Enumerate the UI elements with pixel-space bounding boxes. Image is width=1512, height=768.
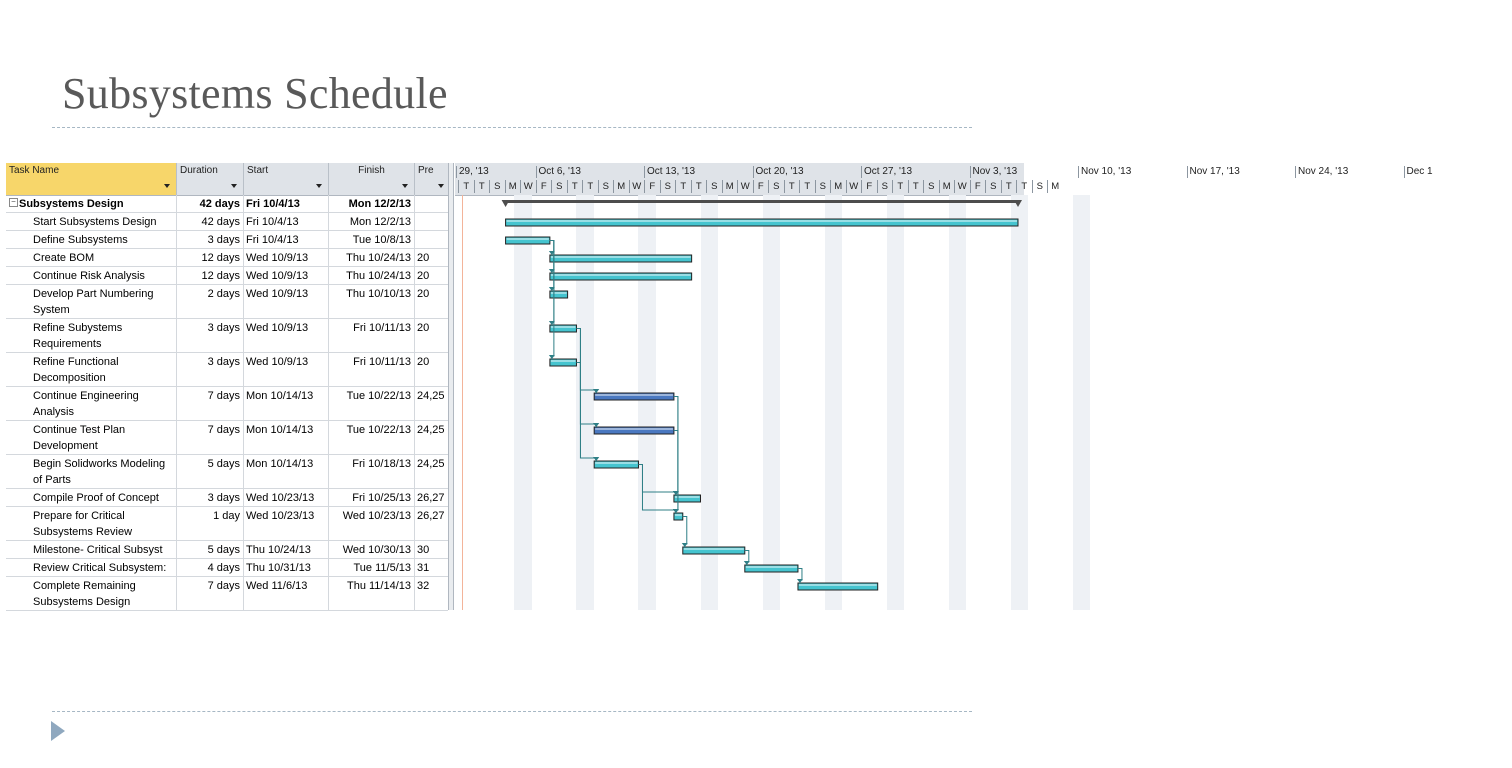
timescale-week-label: Nov 10, '13 [1078, 166, 1187, 178]
task-bar-highlight [675, 496, 700, 498]
task-name-cell[interactable]: Create BOM [6, 249, 177, 266]
table-row[interactable] [6, 455, 448, 489]
task-start-cell[interactable]: Fri 10/4/13 [244, 213, 329, 230]
task-bar-highlight [551, 292, 567, 294]
timescale-day-label: S [1032, 180, 1048, 193]
task-name-cell[interactable]: Refine Subystems Requirements [6, 319, 177, 352]
task-bar-highlight [595, 394, 673, 396]
arrow-down-icon [797, 579, 803, 583]
task-finish-cell[interactable]: Thu 10/10/13 [329, 285, 415, 318]
task-bar-highlight [551, 360, 576, 362]
task-start-cell[interactable]: Mon 10/14/13 [244, 455, 329, 488]
collapse-icon[interactable]: − [9, 198, 18, 207]
task-pred-cell[interactable]: 20 [417, 356, 430, 368]
task-finish-cell[interactable]: Thu 11/14/13 [329, 577, 415, 610]
task-name-header-label: Task Name [9, 165, 60, 176]
task-finish-cell[interactable]: Fri 10/11/13 [329, 319, 415, 352]
task-pred-cell[interactable]: 24,25 [417, 458, 445, 470]
task-start-cell[interactable]: Mon 10/14/13 [244, 387, 329, 420]
task-pred-cell[interactable]: 31 [417, 562, 430, 574]
task-name-cell[interactable]: Review Critical Subsystem: [6, 559, 177, 576]
task-pred-cell[interactable]: 26,27 [417, 492, 445, 504]
task-name-cell[interactable]: Prepare for Critical Subsystems Review [6, 507, 177, 540]
task-pred-cell[interactable] [415, 231, 448, 248]
task-pred-cell[interactable] [415, 213, 448, 230]
finish-header-label: Finish [358, 165, 385, 176]
predecessors-header[interactable] [415, 163, 448, 195]
dependency-link [576, 329, 596, 462]
task-bar-highlight [551, 256, 691, 258]
task-name-cell[interactable]: Continue Risk Analysis [6, 267, 177, 284]
timescale-day-label: T [474, 180, 490, 193]
timescale-day-label: S [489, 180, 505, 193]
duration-header-label: Duration [180, 165, 218, 176]
task-start-cell[interactable]: Fri 10/4/13 [244, 195, 329, 212]
timescale-day-label: S [768, 180, 784, 193]
task-bar-highlight [595, 462, 637, 464]
start-header[interactable] [244, 163, 329, 195]
slide-title: Subsystems Schedule [62, 69, 448, 118]
dependency-link [576, 363, 596, 428]
timescale-day-label: T [784, 180, 800, 193]
task-finish-cell[interactable]: Tue 11/5/13 [329, 559, 415, 576]
task-start-cell[interactable]: Thu 10/24/13 [244, 541, 329, 558]
table-header [6, 163, 448, 196]
task-table [6, 163, 448, 610]
task-duration-cell[interactable]: 12 days [177, 267, 244, 284]
dependency-link [674, 397, 678, 496]
task-pred-cell[interactable]: 24,25 [417, 390, 445, 402]
footer-divider [52, 711, 972, 712]
task-start-cell[interactable]: Wed 10/9/13 [244, 249, 329, 266]
task-bar-highlight [595, 428, 673, 430]
timescale-day-label: F [861, 180, 877, 193]
timescale-day-label: S [923, 180, 939, 193]
finish-header[interactable] [329, 163, 415, 195]
table-row[interactable] [6, 507, 448, 541]
table-row[interactable] [6, 267, 448, 285]
task-name-cell[interactable]: Complete Remaining Subsystems Design [6, 577, 177, 610]
dependency-link [576, 363, 596, 462]
task-finish-cell[interactable]: Mon 12/2/13 [329, 213, 415, 230]
dependency-link [683, 517, 687, 548]
weekend-band [1073, 195, 1091, 610]
arrow-down-icon [593, 457, 599, 461]
task-name-header[interactable] [6, 163, 177, 195]
chevron-down-icon[interactable] [316, 184, 322, 188]
arrow-down-icon [744, 561, 750, 565]
timescale-day-label: S [815, 180, 831, 193]
task-duration-cell[interactable]: 3 days [177, 353, 244, 386]
dependency-link [674, 431, 678, 496]
task-duration-cell[interactable]: 1 day [177, 507, 244, 540]
timescale-day-label: F [970, 180, 986, 193]
task-start-cell[interactable]: Wed 10/9/13 [244, 319, 329, 352]
task-start-cell[interactable]: Wed 10/23/13 [244, 507, 329, 540]
timescale-day-label: S [985, 180, 1001, 193]
timescale-day-label: T [908, 180, 924, 193]
timescale-day-label: W [737, 180, 753, 193]
timescale-week-label: Nov 24, '13 [1295, 166, 1404, 178]
table-row[interactable] [6, 387, 448, 421]
task-name-cell[interactable]: Develop Part Numbering System [6, 285, 177, 318]
table-row[interactable] [6, 489, 448, 507]
table-row[interactable] [6, 353, 448, 387]
task-bar-highlight [684, 548, 744, 550]
gantt-chart [455, 163, 1433, 610]
dependency-link [638, 465, 675, 514]
dependency-link [576, 363, 596, 394]
timescale-day-label: T [567, 180, 583, 193]
timescale-day-label: W [629, 180, 645, 193]
timescale-day-label: T [1001, 180, 1017, 193]
task-pred-cell[interactable]: 26,27 [417, 510, 445, 522]
task-start-cell[interactable]: Wed 10/9/13 [244, 267, 329, 284]
task-finish-cell[interactable]: Tue 10/22/13 [329, 387, 415, 420]
task-pred-cell[interactable]: 20 [417, 270, 430, 282]
gantt-bars [455, 163, 1024, 610]
arrow-down-icon [549, 355, 555, 359]
timescale-day-label: M [613, 180, 629, 193]
task-bar-highlight [746, 566, 797, 568]
timescale-week-label: Nov 3, '13 [970, 166, 1079, 178]
task-start-cell[interactable]: Mon 10/14/13 [244, 421, 329, 454]
task-finish-cell[interactable]: Thu 10/24/13 [329, 249, 415, 266]
task-bar-highlight [675, 514, 682, 516]
timescale-day-label: T [892, 180, 908, 193]
timescale-week-label: Oct 6, '13 [536, 166, 645, 178]
task-pred-cell[interactable]: 24,25 [417, 424, 445, 436]
task-name-cell[interactable]: Refine Functional Decomposition [6, 353, 177, 386]
task-start-cell[interactable]: Wed 10/23/13 [244, 489, 329, 506]
timescale-day-label: M [830, 180, 846, 193]
summary-bar[interactable] [506, 200, 1018, 203]
task-duration-cell[interactable]: 3 days [177, 231, 244, 248]
predecessors-header-label: Pre [418, 165, 434, 176]
task-finish-cell[interactable]: Thu 10/24/13 [329, 267, 415, 284]
timescale-day-label: S [877, 180, 893, 193]
arrow-down-icon [593, 389, 599, 393]
split-bar[interactable] [448, 163, 454, 610]
task-pred-cell[interactable]: 30 [417, 544, 430, 556]
task-duration-cell[interactable]: 7 days [177, 387, 244, 420]
chevron-down-icon[interactable] [402, 184, 408, 188]
task-name-cell[interactable]: Milestone- Critical Subsyst [6, 541, 177, 558]
task-finish-cell[interactable]: Mon 12/2/13 [329, 195, 415, 212]
task-duration-cell[interactable]: 4 days [177, 559, 244, 576]
task-duration-cell[interactable]: 7 days [177, 577, 244, 610]
task-pred-cell[interactable]: 20 [417, 252, 430, 264]
timescale-day-label: T [582, 180, 598, 193]
task-pred-cell[interactable]: 20 [417, 322, 430, 334]
arrow-down-icon [673, 509, 679, 513]
triangle-bullet-icon [51, 721, 65, 741]
task-name-cell[interactable]: Continue Test Plan Development [6, 421, 177, 454]
timescale-day-label: T [1016, 180, 1032, 193]
timescale-day-label: F [644, 180, 660, 193]
table-row[interactable] [6, 195, 448, 213]
timescale-day-label: F [536, 180, 552, 193]
summary-bar-end [502, 200, 510, 207]
task-start-cell[interactable]: Wed 11/6/13 [244, 577, 329, 610]
task-finish-cell[interactable]: Fri 10/11/13 [329, 353, 415, 386]
chevron-down-icon[interactable] [164, 184, 170, 188]
timescale-day-label: S [706, 180, 722, 193]
task-name-cell[interactable]: Define Subsystems [6, 231, 177, 248]
timescale-day-label: W [520, 180, 536, 193]
task-start-cell[interactable]: Wed 10/9/13 [244, 353, 329, 386]
table-row[interactable] [6, 319, 448, 353]
timescale-day-label: M [1047, 180, 1063, 193]
task-name-cell[interactable]: Begin Solidworks Modeling of Parts [6, 455, 177, 488]
timescale-week-label: Oct 13, '13 [644, 166, 753, 178]
task-duration-cell[interactable]: 2 days [177, 285, 244, 318]
timescale-week-label: Oct 27, '13 [861, 166, 970, 178]
task-duration-cell[interactable]: 3 days [177, 319, 244, 352]
table-row[interactable] [6, 541, 448, 559]
task-bar-highlight [507, 238, 549, 240]
timescale-week-label: 29, '13 [456, 166, 532, 178]
task-duration-cell[interactable]: 12 days [177, 249, 244, 266]
task-duration-cell[interactable]: 42 days [177, 195, 244, 212]
timescale-day-label: M [505, 180, 521, 193]
arrow-down-icon [682, 543, 688, 547]
duration-header[interactable] [177, 163, 244, 195]
task-finish-cell[interactable]: Wed 10/23/13 [329, 507, 415, 540]
summary-bar-end [1014, 200, 1022, 207]
task-duration-cell[interactable]: 5 days [177, 455, 244, 488]
timescale-day-label: W [846, 180, 862, 193]
task-name-cell[interactable]: Compile Proof of Concept [6, 489, 177, 506]
task-pred-cell[interactable] [415, 195, 448, 212]
chevron-down-icon[interactable] [438, 184, 444, 188]
timescale-day-label: S [551, 180, 567, 193]
dependency-link [576, 329, 596, 428]
task-start-cell[interactable]: Thu 10/31/13 [244, 559, 329, 576]
task-finish-cell[interactable]: Fri 10/18/13 [329, 455, 415, 488]
chevron-down-icon[interactable] [231, 184, 237, 188]
timescale-day-label: S [598, 180, 614, 193]
timescale-day-label: S [660, 180, 676, 193]
task-finish-cell[interactable]: Tue 10/22/13 [329, 421, 415, 454]
timescale-day-label: T [675, 180, 691, 193]
start-header-label: Start [247, 165, 269, 176]
task-bar-highlight [551, 274, 691, 276]
table-row[interactable] [6, 577, 448, 611]
timescale-day-label: F [753, 180, 769, 193]
timescale-day-label: W [954, 180, 970, 193]
task-duration-cell[interactable]: 3 days [177, 489, 244, 506]
task-duration-cell[interactable]: 42 days [177, 213, 244, 230]
dependency-link [550, 241, 554, 292]
table-row[interactable] [6, 559, 448, 577]
timescale-week-label: Dec 1 [1404, 166, 1512, 178]
task-duration-cell[interactable]: 7 days [177, 421, 244, 454]
task-name-cell[interactable]: Subsystems Design [6, 195, 177, 212]
task-finish-cell[interactable]: Fri 10/25/13 [329, 489, 415, 506]
task-duration-cell[interactable]: 5 days [177, 541, 244, 558]
timescale-day-label: T [799, 180, 815, 193]
task-name-cell[interactable]: Start Subsystems Design [6, 213, 177, 230]
task-start-cell[interactable]: Wed 10/9/13 [244, 285, 329, 318]
task-finish-cell[interactable]: Wed 10/30/13 [329, 541, 415, 558]
task-bar-highlight [507, 220, 1017, 222]
title-divider [52, 127, 972, 128]
timescale-day-label: M [722, 180, 738, 193]
table-row[interactable] [6, 231, 448, 249]
table-row[interactable] [6, 213, 448, 231]
table-row[interactable] [6, 285, 448, 319]
task-start-cell[interactable]: Fri 10/4/13 [244, 231, 329, 248]
dependency-link [638, 465, 675, 496]
task-pred-cell[interactable]: 32 [417, 580, 430, 592]
timescale-day-label: T [458, 180, 474, 193]
task-finish-cell[interactable]: Tue 10/8/13 [329, 231, 415, 248]
table-row[interactable] [6, 249, 448, 267]
timescale-week-label: Oct 20, '13 [753, 166, 862, 178]
timescale-day-label: M [939, 180, 955, 193]
task-pred-cell[interactable]: 20 [417, 288, 430, 300]
table-row[interactable] [6, 421, 448, 455]
task-name-cell[interactable]: Continue Engineering Analysis [6, 387, 177, 420]
timescale-week-label: Nov 17, '13 [1187, 166, 1296, 178]
timescale-day-label: T [691, 180, 707, 193]
task-bar-highlight [551, 326, 576, 328]
task-bar-highlight [799, 584, 877, 586]
arrow-down-icon [593, 423, 599, 427]
dependency-link [576, 329, 596, 394]
